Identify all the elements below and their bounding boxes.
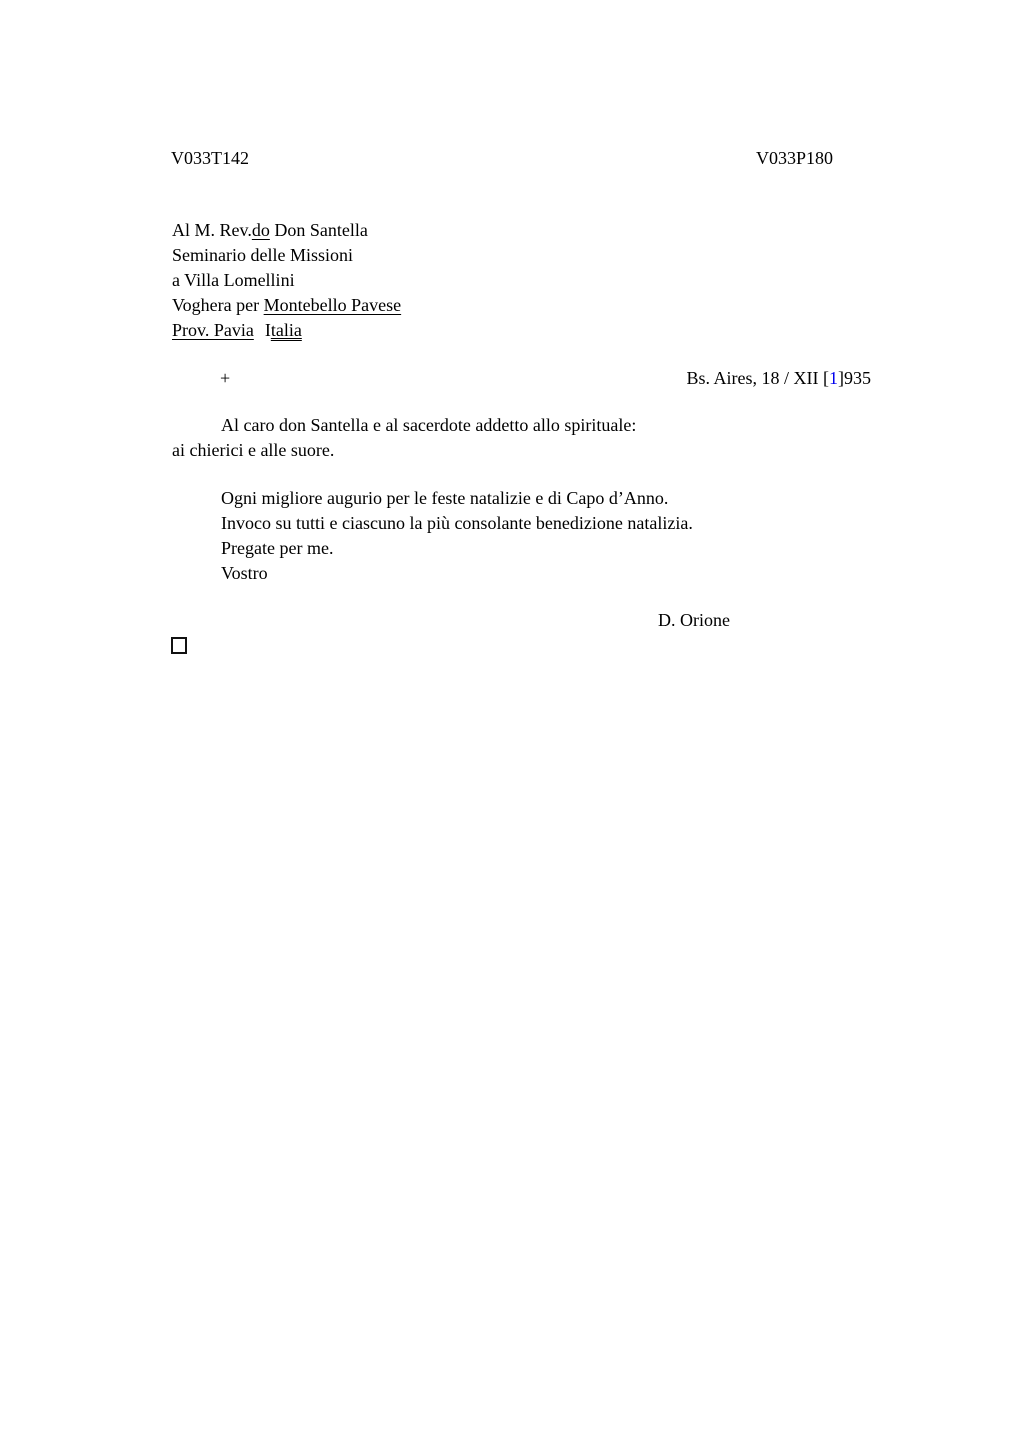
dateline — [0, 366, 1024, 391]
date-bracket-number-link[interactable]: 1 — [829, 368, 838, 388]
salutation-line-2: ai chierici e alle suore. — [172, 440, 335, 460]
address-block — [172, 218, 401, 343]
place-date — [687, 366, 872, 391]
address-country-initial: I — [264, 320, 271, 340]
address-province-underlined: Prov. Pavia — [172, 320, 254, 340]
empty-checkbox-glyph — [171, 637, 187, 654]
header-code-left: V033T142 — [171, 148, 249, 168]
address-line-seminary: Seminario delle Missioni — [172, 245, 353, 265]
place-date-post: ]935 — [838, 368, 871, 388]
address-recipient-post: Don Santella — [269, 220, 368, 240]
body-line-yours: Vostro — [221, 563, 268, 583]
address-recipient-underlined: do — [251, 220, 270, 240]
address-town-underlined: Montebello Pavese — [263, 295, 402, 315]
letter-body — [221, 486, 693, 586]
header-code-right: V033P180 — [756, 148, 834, 168]
cross-mark: + — [220, 368, 231, 388]
address-line-town — [172, 293, 401, 318]
address-recipient-pre: Al M. Rev. — [172, 220, 252, 240]
salutation-line-1: Al caro don Santella e al sacerdote addetto allo spirituale: — [221, 415, 637, 435]
address-line-villa: a Villa Lomellini — [172, 270, 295, 290]
address-country-double-underlined: talia — [270, 320, 302, 340]
address-line-province — [172, 318, 401, 343]
body-line-wishes: Ogni migliore augurio per le feste natalizie e di Capo d’Anno. — [221, 488, 669, 508]
signature: D. Orione — [658, 610, 730, 630]
body-line-pray: Pregate per me. — [221, 538, 334, 558]
address-line-recipient — [172, 218, 401, 243]
address-town-pre: Voghera per — [172, 295, 264, 315]
place-date-pre: Bs. Aires, 18 / XII [ — [686, 368, 829, 388]
body-line-blessing: Invoco su tutti e ciascuno la più consolante benedizione natalizia. — [221, 513, 693, 533]
